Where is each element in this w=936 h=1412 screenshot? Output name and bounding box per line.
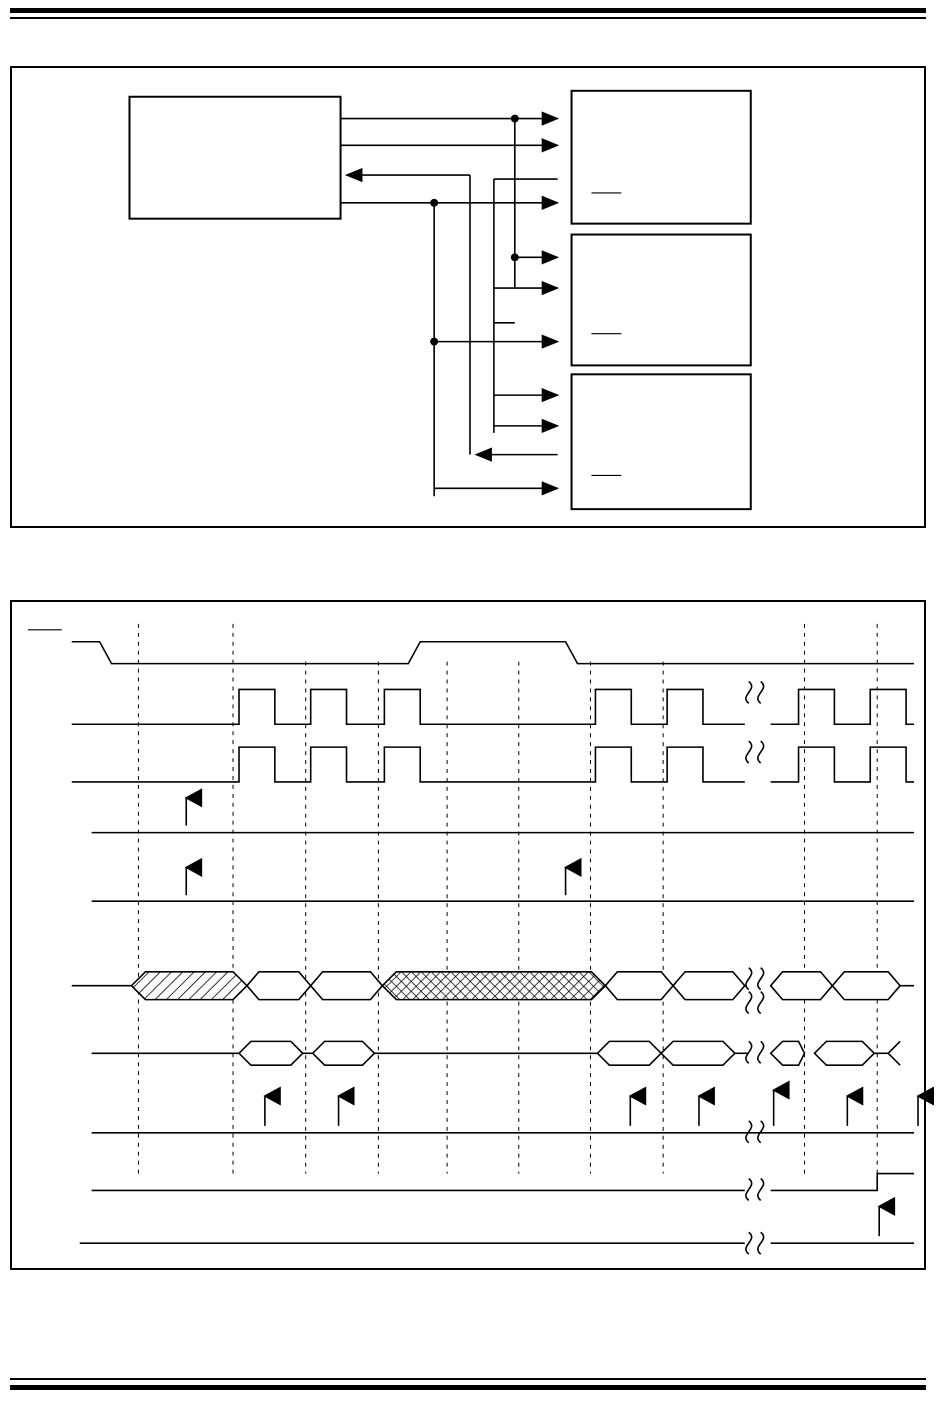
signal-d-waveform [92,1174,914,1191]
block-diagram-frame [10,66,926,528]
footer-rule-thick [10,1385,926,1390]
break-mark [746,1041,764,1063]
bus-segment-crosshatched [382,972,605,1000]
break-mark [746,1121,764,1143]
bus-segment [597,1041,661,1065]
break-mark [746,682,764,704]
master-block [129,97,340,219]
signal-mosi-bus [72,972,914,1000]
time-marker-group [138,624,877,1174]
break-mark [746,741,764,763]
break-mark [746,992,764,1014]
bus-segment [771,1041,805,1065]
slave2-block [572,235,751,366]
slave1-block [572,91,751,224]
event-arrow-group [186,798,918,1236]
signal-miso-bus [92,1041,900,1065]
junction-dot [430,338,438,346]
signal-clk1-waveform [72,689,914,724]
break-mark [746,1232,764,1254]
break-mark-group [746,682,764,1255]
signal-clk2-waveform [72,747,914,782]
junction-dot [511,253,519,261]
bus-segment [814,1041,874,1065]
timing-diagram-frame [10,600,926,1270]
bus-segment [247,972,311,1000]
bus-segment [239,1041,303,1065]
footer-rule-thin [10,1378,926,1380]
break-mark [746,1179,764,1201]
junction-dot [430,199,438,207]
header-rule-thin [10,17,926,19]
slave3-block [572,374,751,509]
bus-segment [311,972,383,1000]
signal-ss-waveform [72,642,914,664]
bus-segment [832,972,900,1000]
bus-segment [673,972,745,1000]
bus-segment [771,972,833,1000]
bus-segment [313,1041,375,1065]
bus-segment-hatched [131,972,246,1000]
junction-dot [511,115,519,123]
timing-diagram-svg [12,602,924,1268]
header-rule-thick [10,8,926,13]
bus-segment [605,972,673,1000]
block-diagram-svg [12,68,924,526]
bus-segment [661,1041,735,1065]
break-mark [746,968,764,990]
